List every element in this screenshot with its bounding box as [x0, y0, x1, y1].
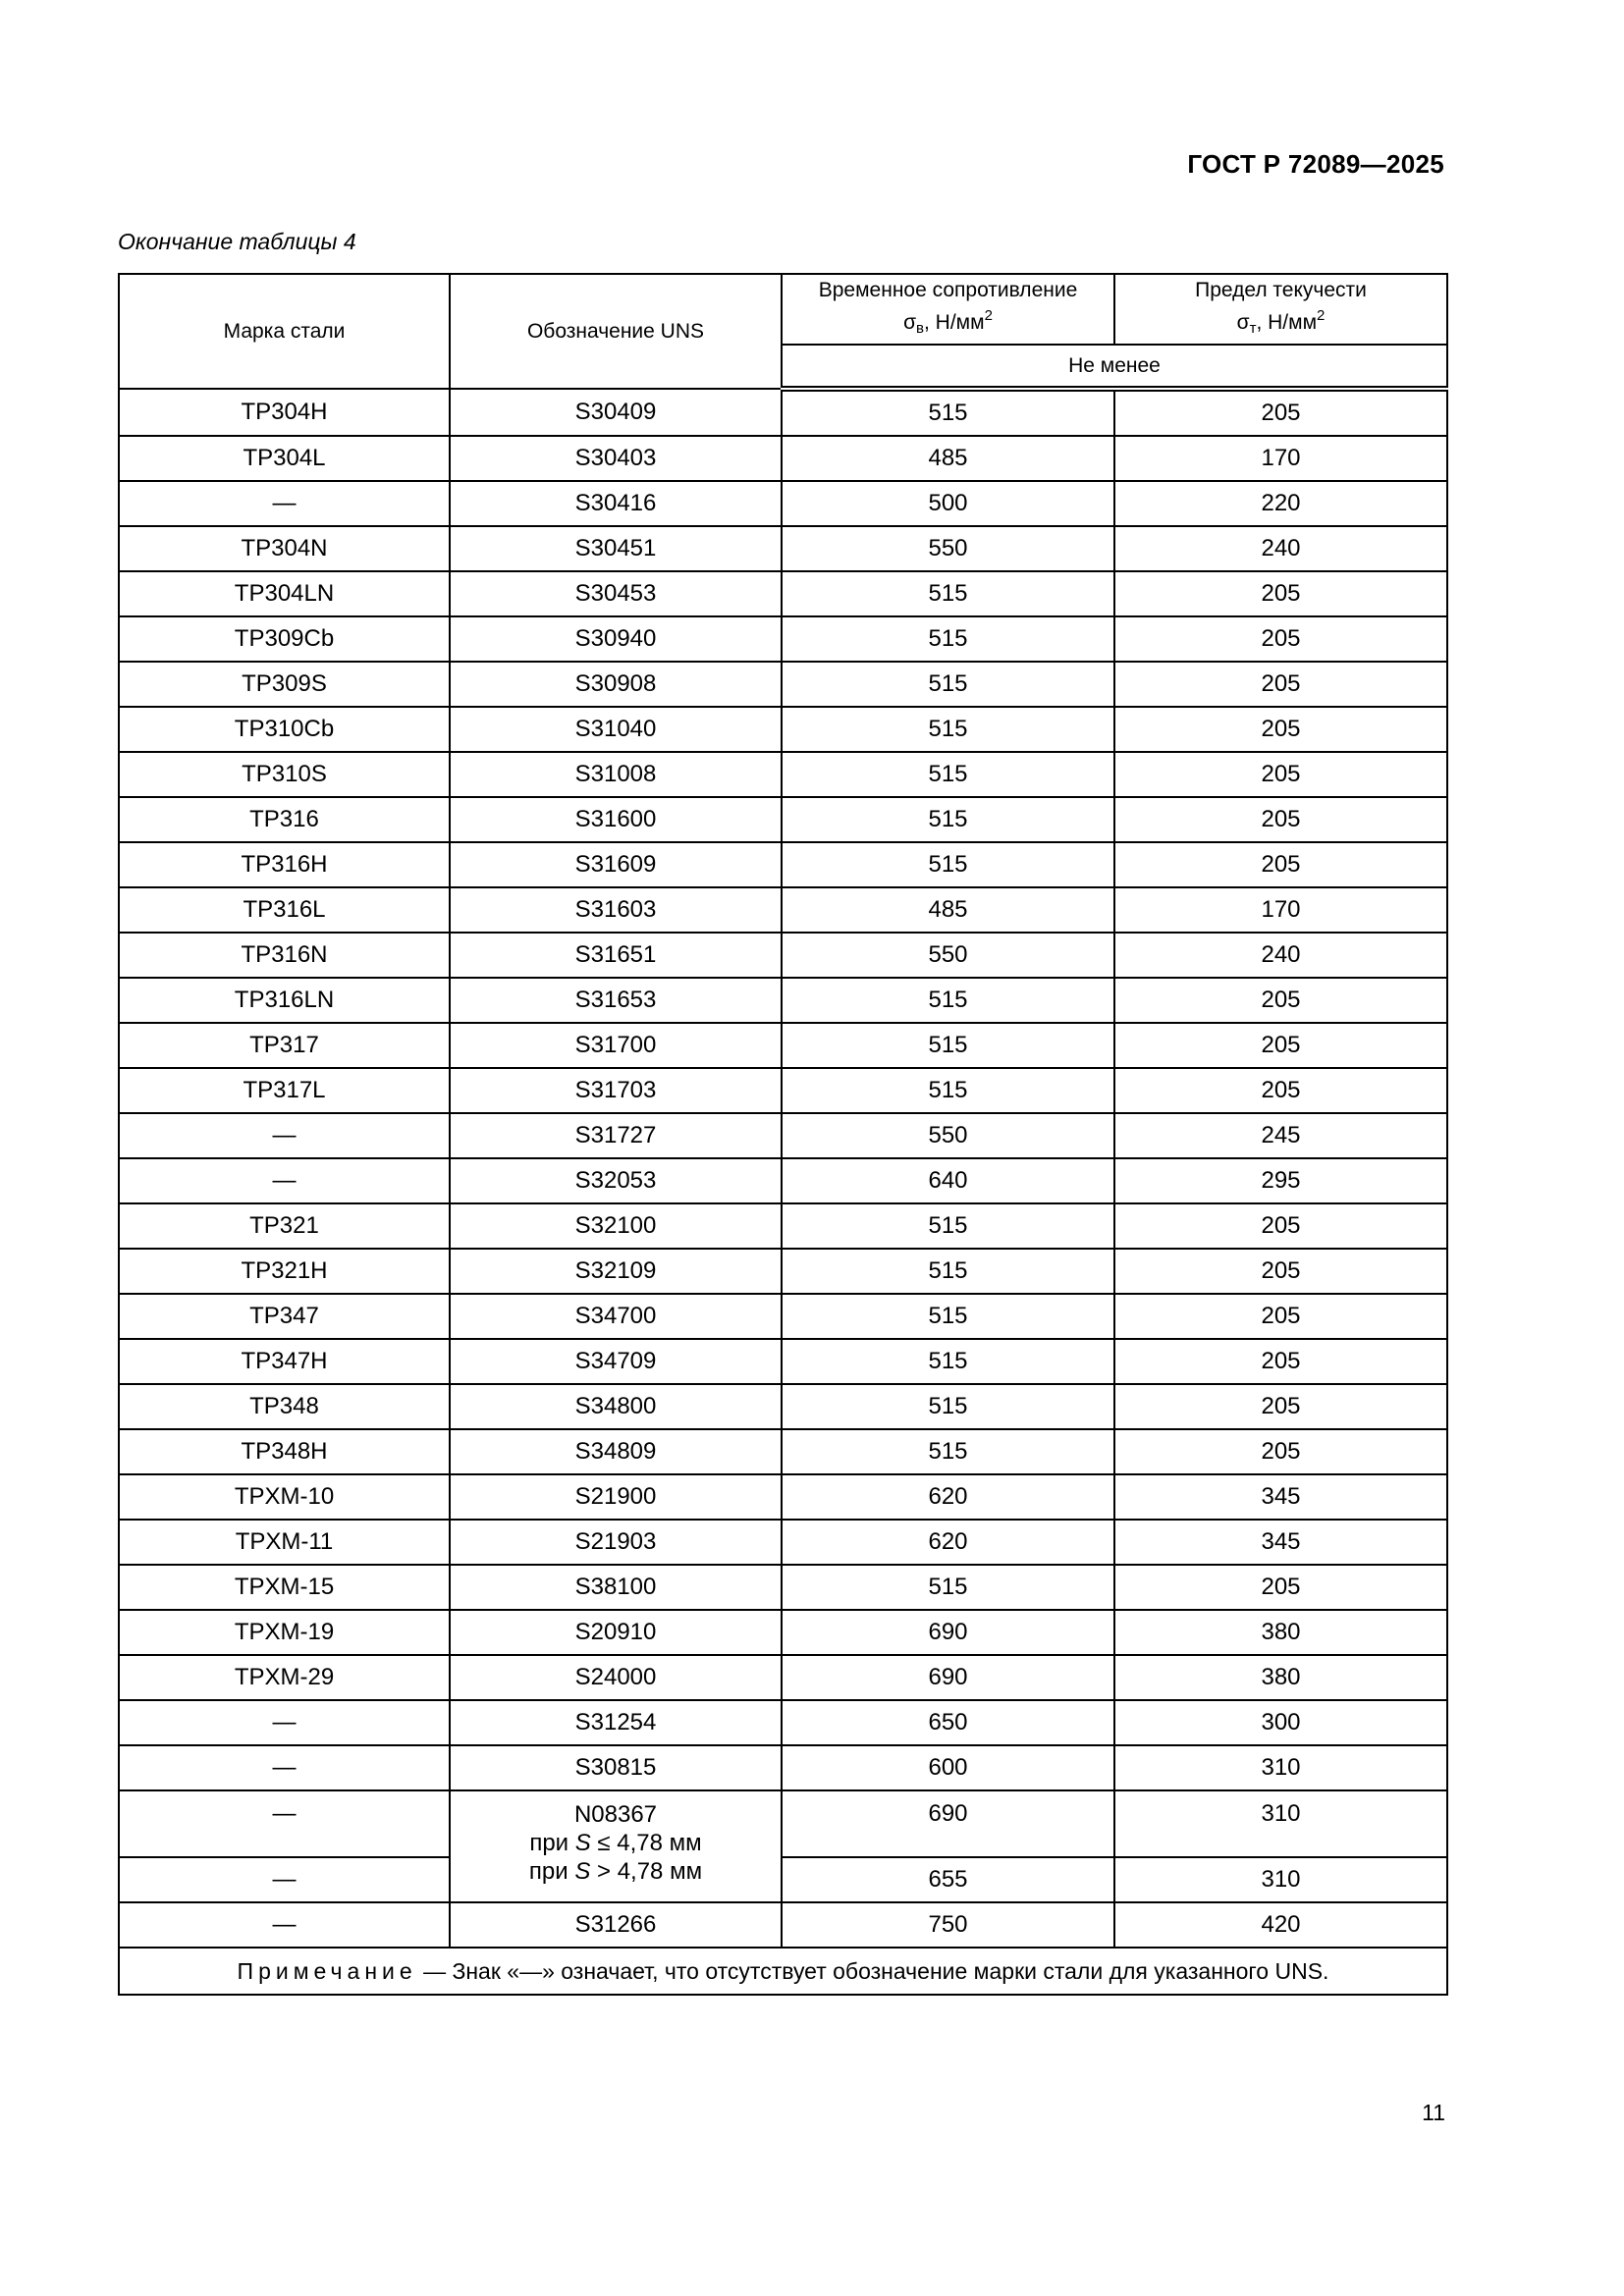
cell-uns: S30416 [450, 481, 782, 526]
cell-grade: — [119, 1902, 450, 1948]
cell-tensile: 620 [782, 1520, 1114, 1565]
table-row [119, 1565, 1447, 1610]
cell-tensile: 750 [782, 1902, 1114, 1948]
table-row [119, 887, 1447, 933]
cell-grade: TP304L [119, 436, 450, 481]
cell-uns: S32100 [450, 1203, 782, 1249]
cell-grade: TP316LN [119, 978, 450, 1023]
cell-tensile: 550 [782, 1113, 1114, 1158]
cell-grade: TP310Cb [119, 707, 450, 752]
cell-grade: TP321H [119, 1249, 450, 1294]
cell-uns: S31609 [450, 842, 782, 887]
condition-prefix: при [529, 1830, 575, 1856]
cell-grade: TP321 [119, 1203, 450, 1249]
cell-uns: S31603 [450, 887, 782, 933]
yield-symbol: σ [1236, 310, 1250, 334]
cell-yield: 170 [1114, 436, 1447, 481]
cell-uns: S24000 [450, 1655, 782, 1700]
cell-yield: 205 [1114, 571, 1447, 616]
cell-yield: 170 [1114, 887, 1447, 933]
cell-tensile: 550 [782, 933, 1114, 978]
cell-grade: — [119, 481, 450, 526]
cell-tensile: 515 [782, 797, 1114, 842]
cell-grade: TP310S [119, 752, 450, 797]
cell-tensile: 485 [782, 887, 1114, 933]
table-row [119, 1339, 1447, 1384]
tensile-unit-exponent: 2 [984, 306, 993, 324]
cell-yield: 205 [1114, 1565, 1447, 1610]
table-row [119, 526, 1447, 571]
cell-grade: — [119, 1158, 450, 1203]
tensile-symbol: σ [903, 310, 917, 334]
cell-yield: 205 [1114, 1203, 1447, 1249]
cell-uns: S38100 [450, 1565, 782, 1610]
cell-grade: TP309S [119, 662, 450, 707]
cell-tensile: 515 [782, 1203, 1114, 1249]
cell-yield: 205 [1114, 1384, 1447, 1429]
table-row [119, 1520, 1447, 1565]
page-number: 11 [1422, 2100, 1445, 2125]
yield-unit: , Н/мм [1256, 310, 1318, 334]
cell-yield: 205 [1114, 1294, 1447, 1339]
cell-uns: S34809 [450, 1429, 782, 1474]
cell-yield: 205 [1114, 752, 1447, 797]
cell-yield: 205 [1114, 1249, 1447, 1294]
cell-tensile: 515 [782, 752, 1114, 797]
table-caption: Окончание таблицы 4 [118, 229, 356, 254]
cell-tensile: 515 [782, 1565, 1114, 1610]
cell-yield: 205 [1114, 1429, 1447, 1474]
column-header-minimum: Не менее [782, 345, 1447, 389]
cell-tensile: 515 [782, 707, 1114, 752]
cell-uns: S31703 [450, 1068, 782, 1113]
cell-tensile: 620 [782, 1474, 1114, 1520]
steel-properties-table [118, 273, 1448, 1996]
table-row [119, 616, 1447, 662]
cell-grade: TPXM-11 [119, 1520, 450, 1565]
table-row [119, 571, 1447, 616]
note-text: — Знак «—» означает, что отсутствует обозначение марки стали для указанного UNS. [416, 1957, 1329, 1984]
column-header-grade: Марка стали [119, 274, 450, 389]
cell-uns: S30409 [450, 389, 782, 436]
table-note [119, 1948, 1447, 1995]
cell-grade: TP304H [119, 389, 450, 436]
cell-tensile: 515 [782, 1384, 1114, 1429]
cell-uns: S31266 [450, 1902, 782, 1948]
cell-tensile: 515 [782, 662, 1114, 707]
table-row [119, 1474, 1447, 1520]
cell-tensile: 515 [782, 1339, 1114, 1384]
cell-tensile: 515 [782, 1429, 1114, 1474]
table-row [119, 1113, 1447, 1158]
cell-tensile: 690 [782, 1790, 1114, 1857]
column-header-yield [1114, 274, 1447, 345]
cell-uns: S31651 [450, 933, 782, 978]
cell-tensile: 515 [782, 571, 1114, 616]
column-header-tensile [782, 274, 1114, 345]
cell-grade: TP347H [119, 1339, 450, 1384]
cell-tensile: 515 [782, 842, 1114, 887]
cell-grade: — [119, 1745, 450, 1790]
cell-uns: S31700 [450, 1023, 782, 1068]
cell-yield: 345 [1114, 1474, 1447, 1520]
tensile-unit: , Н/мм [924, 310, 985, 334]
yield-subscript: т [1249, 319, 1257, 337]
cell-yield: 310 [1114, 1857, 1447, 1902]
table-row [119, 797, 1447, 842]
cell-grade: — [119, 1113, 450, 1158]
cell-yield: 220 [1114, 481, 1447, 526]
table-row [119, 752, 1447, 797]
cell-yield: 205 [1114, 797, 1447, 842]
cell-yield: 310 [1114, 1790, 1447, 1857]
cell-uns: S30940 [450, 616, 782, 662]
cell-tensile: 550 [782, 526, 1114, 571]
cell-uns: S34700 [450, 1294, 782, 1339]
cell-uns: S34800 [450, 1384, 782, 1429]
table-row [119, 1203, 1447, 1249]
tensile-subscript: в [916, 319, 925, 337]
table-row [119, 1655, 1447, 1700]
cell-yield: 205 [1114, 707, 1447, 752]
cell-tensile: 515 [782, 1249, 1114, 1294]
table-row [119, 1745, 1447, 1790]
table-row [119, 1294, 1447, 1339]
cell-uns-multiline [450, 1790, 782, 1902]
cell-grade: TP348 [119, 1384, 450, 1429]
yield-unit-exponent: 2 [1317, 306, 1326, 324]
cell-yield: 380 [1114, 1655, 1447, 1700]
table-row [119, 842, 1447, 887]
cell-yield: 295 [1114, 1158, 1447, 1203]
table-row [119, 1610, 1447, 1655]
note-label: Примечание [237, 1957, 417, 1984]
table-special-rows [119, 1790, 1447, 1995]
cell-grade: TPXM-10 [119, 1474, 450, 1520]
cell-grade: TPXM-15 [119, 1565, 450, 1610]
cell-uns: S31008 [450, 752, 782, 797]
table-row [119, 1023, 1447, 1068]
cell-grade: TP304LN [119, 571, 450, 616]
cell-yield: 205 [1114, 1023, 1447, 1068]
condition-suffix: ≤ 4,78 мм [590, 1830, 702, 1856]
table-row [119, 1158, 1447, 1203]
yield-label: Предел текучести [1195, 278, 1367, 301]
cell-tensile: 515 [782, 1294, 1114, 1339]
table-row [119, 436, 1447, 481]
cell-yield: 240 [1114, 526, 1447, 571]
cell-yield: 205 [1114, 662, 1447, 707]
cell-tensile: 485 [782, 436, 1114, 481]
condition-prefix: при [528, 1858, 575, 1885]
cell-grade: TP309Cb [119, 616, 450, 662]
cell-yield: 420 [1114, 1902, 1447, 1948]
condition-suffix: > 4,78 мм [590, 1858, 703, 1885]
table-row [119, 707, 1447, 752]
table-body [119, 389, 1447, 1790]
condition-variable: S [574, 1830, 591, 1856]
cell-uns: S30403 [450, 436, 782, 481]
cell-uns: S31600 [450, 797, 782, 842]
cell-yield: 300 [1114, 1700, 1447, 1745]
cell-yield: 205 [1114, 1339, 1447, 1384]
cell-tensile: 655 [782, 1857, 1114, 1902]
cell-uns: S30815 [450, 1745, 782, 1790]
cell-tensile: 515 [782, 978, 1114, 1023]
cell-yield: 205 [1114, 842, 1447, 887]
table-row [119, 978, 1447, 1023]
cell-tensile: 640 [782, 1158, 1114, 1203]
cell-grade: TP316 [119, 797, 450, 842]
table-row [119, 481, 1447, 526]
cell-grade: TP317 [119, 1023, 450, 1068]
cell-uns: S31653 [450, 978, 782, 1023]
cell-tensile: 690 [782, 1610, 1114, 1655]
uns-code: N08367 [573, 1801, 658, 1828]
cell-yield: 345 [1114, 1520, 1447, 1565]
cell-grade: TP316H [119, 842, 450, 887]
cell-uns: S30908 [450, 662, 782, 707]
cell-tensile: 515 [782, 1023, 1114, 1068]
cell-grade: TPXM-19 [119, 1610, 450, 1655]
cell-yield: 205 [1114, 1068, 1447, 1113]
cell-yield: 205 [1114, 389, 1447, 436]
condition-variable: S [574, 1858, 591, 1885]
cell-uns: S31727 [450, 1113, 782, 1158]
table-row [119, 1700, 1447, 1745]
cell-grade: TPXM-29 [119, 1655, 450, 1700]
cell-grade: TP348H [119, 1429, 450, 1474]
cell-yield: 240 [1114, 933, 1447, 978]
cell-grade: — [119, 1700, 450, 1745]
cell-uns: S31040 [450, 707, 782, 752]
table-row [119, 389, 1447, 436]
cell-uns: S31254 [450, 1700, 782, 1745]
table-row [119, 1249, 1447, 1294]
cell-grade: — [119, 1790, 450, 1857]
table-row [119, 933, 1447, 978]
cell-uns: S34709 [450, 1339, 782, 1384]
cell-yield: 310 [1114, 1745, 1447, 1790]
cell-tensile: 500 [782, 481, 1114, 526]
cell-grade: TP304N [119, 526, 450, 571]
column-header-uns: Обозначение UNS [450, 274, 782, 389]
cell-uns: S21900 [450, 1474, 782, 1520]
cell-uns: S32109 [450, 1249, 782, 1294]
cell-grade: TP316N [119, 933, 450, 978]
cell-uns: S30453 [450, 571, 782, 616]
cell-uns: S32053 [450, 1158, 782, 1203]
cell-tensile: 600 [782, 1745, 1114, 1790]
table-row [119, 662, 1447, 707]
cell-tensile: 515 [782, 616, 1114, 662]
cell-yield: 205 [1114, 616, 1447, 662]
cell-tensile: 650 [782, 1700, 1114, 1745]
cell-uns: S30451 [450, 526, 782, 571]
cell-uns: S20910 [450, 1610, 782, 1655]
cell-yield: 245 [1114, 1113, 1447, 1158]
cell-tensile: 690 [782, 1655, 1114, 1700]
cell-grade: — [119, 1857, 450, 1902]
cell-yield: 205 [1114, 978, 1447, 1023]
cell-uns: S21903 [450, 1520, 782, 1565]
cell-grade: TP347 [119, 1294, 450, 1339]
table-row [119, 1429, 1447, 1474]
table-row [119, 1384, 1447, 1429]
document-code: ГОСТ Р 72089—2025 [1187, 149, 1444, 179]
cell-yield: 380 [1114, 1610, 1447, 1655]
table-row [119, 1068, 1447, 1113]
cell-grade: TP316L [119, 887, 450, 933]
tensile-label: Временное сопротивление [818, 278, 1078, 301]
cell-tensile: 515 [782, 1068, 1114, 1113]
cell-grade: TP317L [119, 1068, 450, 1113]
cell-tensile: 515 [782, 389, 1114, 436]
